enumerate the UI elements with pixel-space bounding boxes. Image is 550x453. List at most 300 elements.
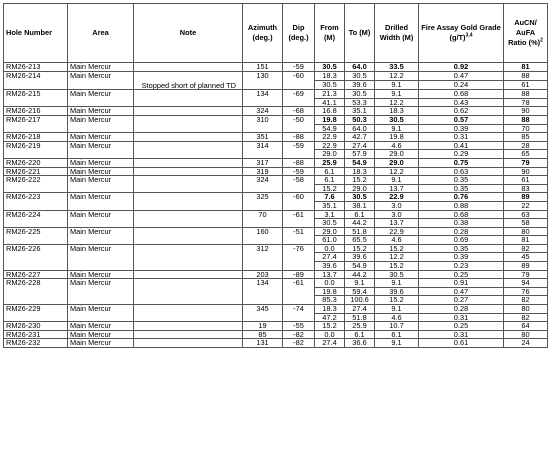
note-cell	[134, 227, 243, 244]
table-row	[4, 176, 548, 185]
gold-grade-cell: 0.43	[419, 98, 504, 107]
area-cell: Main Mercur	[68, 90, 134, 107]
to-cell: 18.3	[345, 167, 375, 176]
from-cell: 22.9	[315, 141, 345, 150]
header-row	[4, 4, 548, 63]
drilled-width-cell: 6.1	[375, 330, 419, 339]
ratio-cell: 90	[504, 107, 548, 116]
table-row	[4, 279, 548, 288]
table-row	[4, 244, 548, 253]
azimuth-cell: 151	[243, 63, 283, 72]
gold-grade-cell: 0.31	[419, 133, 504, 142]
azimuth-cell: 134	[243, 279, 283, 305]
gold-grade-cell: 0.92	[419, 63, 504, 72]
gold-grade-cell: 0.29	[419, 150, 504, 159]
ratio-cell: 22	[504, 201, 548, 210]
hole-number-cell: RM26-230	[4, 322, 68, 331]
to-cell: 9.1	[345, 279, 375, 288]
from-cell: 22.9	[315, 133, 345, 142]
dip-cell: -59	[283, 141, 315, 158]
dip-cell: -55	[283, 322, 315, 331]
to-cell: 51.8	[345, 227, 375, 236]
from-cell: 85.3	[315, 296, 345, 305]
gold-grade-cell: 0.88	[419, 201, 504, 210]
from-cell: 29.0	[315, 227, 345, 236]
header-ratio-footnote: 2	[540, 37, 543, 44]
area-cell: Main Mercur	[68, 305, 134, 322]
to-cell: 30.5	[345, 71, 375, 80]
drilled-width-cell: 12.2	[375, 71, 419, 80]
hole-number-cell: RM26-227	[4, 270, 68, 279]
from-cell: 13.7	[315, 270, 345, 279]
ratio-cell: 80	[504, 305, 548, 314]
area-cell: Main Mercur	[68, 244, 134, 270]
drilled-width-cell: 3.0	[375, 210, 419, 219]
header-gold-grade-footnote: 3,4	[465, 32, 473, 39]
hole-number-cell: RM26-228	[4, 279, 68, 305]
note-cell	[134, 90, 243, 107]
table-row	[4, 270, 548, 279]
azimuth-cell: 130	[243, 71, 283, 90]
table-row	[4, 107, 548, 116]
note-cell	[134, 244, 243, 270]
azimuth-cell: 203	[243, 270, 283, 279]
area-cell: Main Mercur	[68, 107, 134, 116]
azimuth-cell: 324	[243, 107, 283, 116]
gold-grade-cell: 0.35	[419, 244, 504, 253]
ratio-cell: 88	[504, 115, 548, 124]
to-cell: 15.2	[345, 244, 375, 253]
note-cell	[134, 270, 243, 279]
ratio-cell: 80	[504, 227, 548, 236]
header-ratio	[504, 4, 548, 63]
to-cell: 38.1	[345, 201, 375, 210]
gold-grade-cell: 0.47	[419, 287, 504, 296]
gold-grade-cell: 0.25	[419, 270, 504, 279]
gold-grade-cell: 0.76	[419, 193, 504, 202]
hole-number-cell: RM26-223	[4, 193, 68, 210]
ratio-cell: 82	[504, 313, 548, 322]
drilled-width-cell: 12.2	[375, 167, 419, 176]
dip-cell: -89	[283, 270, 315, 279]
hole-number-cell: RM26-222	[4, 176, 68, 193]
dip-cell: -61	[283, 279, 315, 305]
ratio-cell: 80	[504, 330, 548, 339]
note-cell	[134, 193, 243, 210]
azimuth-cell: 312	[243, 244, 283, 270]
drilled-width-cell: 13.7	[375, 219, 419, 228]
drilled-width-cell: 18.3	[375, 107, 419, 116]
area-cell: Main Mercur	[68, 158, 134, 167]
from-cell: 16.8	[315, 107, 345, 116]
azimuth-cell: 70	[243, 210, 283, 227]
azimuth-cell: 314	[243, 141, 283, 158]
area-cell: Main Mercur	[68, 176, 134, 193]
area-cell: Main Mercur	[68, 167, 134, 176]
dip-cell: -59	[283, 167, 315, 176]
table-row	[4, 133, 548, 142]
azimuth-cell: 319	[243, 167, 283, 176]
header-from: From (M)	[315, 4, 345, 63]
gold-grade-cell: 0.39	[419, 124, 504, 133]
table-row	[4, 339, 548, 348]
to-cell: 59.4	[345, 287, 375, 296]
ratio-cell: 79	[504, 158, 548, 167]
drilled-width-cell: 9.1	[375, 80, 419, 89]
drilled-width-cell: 13.7	[375, 184, 419, 193]
drilled-width-cell: 29.0	[375, 158, 419, 167]
from-cell: 19.8	[315, 287, 345, 296]
dip-cell: -59	[283, 63, 315, 72]
from-cell: 30.5	[315, 63, 345, 72]
gold-grade-cell: 0.28	[419, 305, 504, 314]
to-cell: 6.1	[345, 210, 375, 219]
azimuth-cell: 351	[243, 133, 283, 142]
header-hole-number: Hole Number	[4, 4, 68, 63]
assay-results-table-container	[3, 3, 547, 348]
gold-grade-cell: 0.63	[419, 167, 504, 176]
drilled-width-cell: 4.6	[375, 141, 419, 150]
drilled-width-cell: 15.2	[375, 296, 419, 305]
dip-cell: -88	[283, 158, 315, 167]
hole-number-cell: RM26-214	[4, 71, 68, 90]
drilled-width-cell: 9.1	[375, 279, 419, 288]
to-cell: 100.6	[345, 296, 375, 305]
to-cell: 36.6	[345, 339, 375, 348]
hole-number-cell: RM26-213	[4, 63, 68, 72]
table-row	[4, 141, 548, 150]
azimuth-cell: 310	[243, 115, 283, 132]
note-cell: Stopped short of planned TD	[134, 71, 243, 90]
drilled-width-cell: 3.0	[375, 201, 419, 210]
drilled-width-cell: 39.6	[375, 287, 419, 296]
ratio-cell: 81	[504, 236, 548, 245]
azimuth-cell: 19	[243, 322, 283, 331]
dip-cell: -60	[283, 71, 315, 90]
ratio-cell: 82	[504, 296, 548, 305]
area-cell: Main Mercur	[68, 193, 134, 210]
gold-grade-cell: 0.31	[419, 330, 504, 339]
ratio-cell: 76	[504, 287, 548, 296]
area-cell: Main Mercur	[68, 330, 134, 339]
azimuth-cell: 324	[243, 176, 283, 193]
from-cell: 0.0	[315, 244, 345, 253]
dip-cell: -58	[283, 176, 315, 193]
hole-number-cell: RM26-215	[4, 90, 68, 107]
note-cell	[134, 339, 243, 348]
ratio-cell: 94	[504, 279, 548, 288]
ratio-cell: 45	[504, 253, 548, 262]
from-cell: 0.0	[315, 330, 345, 339]
gold-grade-cell: 0.62	[419, 107, 504, 116]
table-row	[4, 305, 548, 314]
table-row	[4, 193, 548, 202]
header-ratio-label: AuCN/ AuFA Ratio (%)	[508, 18, 541, 47]
gold-grade-cell: 0.23	[419, 262, 504, 271]
table-row	[4, 71, 548, 80]
drilled-width-cell: 12.2	[375, 98, 419, 107]
azimuth-cell: 345	[243, 305, 283, 322]
note-cell	[134, 133, 243, 142]
ratio-cell: 58	[504, 219, 548, 228]
ratio-cell: 81	[504, 63, 548, 72]
hole-number-cell: RM26-231	[4, 330, 68, 339]
header-note: Note	[134, 4, 243, 63]
to-cell: 42.7	[345, 133, 375, 142]
table-row	[4, 227, 548, 236]
to-cell: 54.9	[345, 262, 375, 271]
from-cell: 19.8	[315, 115, 345, 124]
table-header	[4, 4, 548, 63]
from-cell: 39.6	[315, 262, 345, 271]
gold-grade-cell: 0.31	[419, 313, 504, 322]
drilled-width-cell: 9.1	[375, 305, 419, 314]
gold-grade-cell: 0.35	[419, 176, 504, 185]
to-cell: 54.9	[345, 158, 375, 167]
hole-number-cell: RM26-224	[4, 210, 68, 227]
drilled-width-cell: 30.5	[375, 270, 419, 279]
from-cell: 35.1	[315, 201, 345, 210]
header-gold-grade-label: Fire Assay Gold Grade (g/T)	[421, 23, 501, 42]
hole-number-cell: RM26-216	[4, 107, 68, 116]
drilled-width-cell: 9.1	[375, 339, 419, 348]
to-cell: 15.2	[345, 176, 375, 185]
from-cell: 0.0	[315, 279, 345, 288]
hole-number-cell: RM26-219	[4, 141, 68, 158]
ratio-cell: 64	[504, 322, 548, 331]
note-cell	[134, 305, 243, 322]
gold-grade-cell: 0.68	[419, 90, 504, 99]
dip-cell: -60	[283, 193, 315, 210]
ratio-cell: 88	[504, 90, 548, 99]
area-cell: Main Mercur	[68, 270, 134, 279]
area-cell: Main Mercur	[68, 279, 134, 305]
table-body	[4, 63, 548, 348]
header-drilled-width: Drilled Width (M)	[375, 4, 419, 63]
from-cell: 30.5	[315, 219, 345, 228]
hole-number-cell: RM26-221	[4, 167, 68, 176]
gold-grade-cell: 0.41	[419, 141, 504, 150]
gold-grade-cell: 0.24	[419, 80, 504, 89]
from-cell: 21.3	[315, 90, 345, 99]
ratio-cell: 78	[504, 98, 548, 107]
dip-cell: -51	[283, 227, 315, 244]
area-cell: Main Mercur	[68, 141, 134, 158]
ratio-cell: 85	[504, 133, 548, 142]
dip-cell: -68	[283, 107, 315, 116]
to-cell: 39.6	[345, 80, 375, 89]
dip-cell: -82	[283, 330, 315, 339]
note-cell	[134, 279, 243, 305]
drilled-width-cell: 19.8	[375, 133, 419, 142]
hole-number-cell: RM26-217	[4, 115, 68, 132]
from-cell: 6.1	[315, 167, 345, 176]
azimuth-cell: 85	[243, 330, 283, 339]
note-cell	[134, 330, 243, 339]
from-cell: 54.9	[315, 124, 345, 133]
hole-number-cell: RM26-218	[4, 133, 68, 142]
gold-grade-cell: 0.69	[419, 236, 504, 245]
to-cell: 50.3	[345, 115, 375, 124]
ratio-cell: 79	[504, 270, 548, 279]
table-row	[4, 210, 548, 219]
hole-number-cell: RM26-225	[4, 227, 68, 244]
dip-cell: -82	[283, 339, 315, 348]
to-cell: 53.3	[345, 98, 375, 107]
to-cell: 57.9	[345, 150, 375, 159]
gold-grade-cell: 0.57	[419, 115, 504, 124]
drilled-width-cell: 33.5	[375, 63, 419, 72]
hole-number-cell: RM26-220	[4, 158, 68, 167]
gold-grade-cell: 0.35	[419, 184, 504, 193]
to-cell: 65.5	[345, 236, 375, 245]
header-gold-grade	[419, 4, 504, 63]
note-cell	[134, 141, 243, 158]
ratio-cell: 24	[504, 339, 548, 348]
from-cell: 18.3	[315, 71, 345, 80]
ratio-cell: 82	[504, 244, 548, 253]
from-cell: 6.1	[315, 176, 345, 185]
header-area: Area	[68, 4, 134, 63]
to-cell: 29.0	[345, 184, 375, 193]
ratio-cell: 89	[504, 193, 548, 202]
note-cell	[134, 167, 243, 176]
dip-cell: -61	[283, 210, 315, 227]
to-cell: 27.4	[345, 141, 375, 150]
header-to: To (M)	[345, 4, 375, 63]
to-cell: 64.0	[345, 63, 375, 72]
from-cell: 41.1	[315, 98, 345, 107]
area-cell: Main Mercur	[68, 63, 134, 72]
from-cell: 27.4	[315, 339, 345, 348]
area-cell: Main Mercur	[68, 115, 134, 132]
gold-grade-cell: 0.25	[419, 322, 504, 331]
header-azimuth: Azimuth (deg.)	[243, 4, 283, 63]
to-cell: 30.5	[345, 193, 375, 202]
dip-cell: -76	[283, 244, 315, 270]
azimuth-cell: 160	[243, 227, 283, 244]
gold-grade-cell: 0.75	[419, 158, 504, 167]
gold-grade-cell: 0.61	[419, 339, 504, 348]
to-cell: 25.9	[345, 322, 375, 331]
area-cell: Main Mercur	[68, 322, 134, 331]
gold-grade-cell: 0.27	[419, 296, 504, 305]
area-cell: Main Mercur	[68, 71, 134, 90]
table-row	[4, 115, 548, 124]
drilled-width-cell: 22.9	[375, 193, 419, 202]
note-cell	[134, 322, 243, 331]
drilled-width-cell: 9.1	[375, 90, 419, 99]
from-cell: 29.0	[315, 150, 345, 159]
table-row	[4, 158, 548, 167]
ratio-cell: 83	[504, 184, 548, 193]
to-cell: 64.0	[345, 124, 375, 133]
area-cell: Main Mercur	[68, 210, 134, 227]
gold-grade-cell: 0.91	[419, 279, 504, 288]
table-row	[4, 90, 548, 99]
table-row	[4, 330, 548, 339]
ratio-cell: 63	[504, 210, 548, 219]
azimuth-cell: 131	[243, 339, 283, 348]
dip-cell: -50	[283, 115, 315, 132]
note-cell	[134, 115, 243, 132]
azimuth-cell: 134	[243, 90, 283, 107]
to-cell: 39.6	[345, 253, 375, 262]
assay-results-table	[3, 3, 548, 348]
gold-grade-cell: 0.68	[419, 210, 504, 219]
drilled-width-cell: 9.1	[375, 176, 419, 185]
drilled-width-cell: 4.6	[375, 313, 419, 322]
dip-cell: -69	[283, 90, 315, 107]
drilled-width-cell: 30.5	[375, 115, 419, 124]
ratio-cell: 88	[504, 71, 548, 80]
note-cell	[134, 107, 243, 116]
from-cell: 30.5	[315, 80, 345, 89]
area-cell: Main Mercur	[68, 339, 134, 348]
drilled-width-cell: 4.6	[375, 236, 419, 245]
to-cell: 27.4	[345, 305, 375, 314]
to-cell: 6.1	[345, 330, 375, 339]
hole-number-cell: RM26-229	[4, 305, 68, 322]
from-cell: 25.9	[315, 158, 345, 167]
drilled-width-cell: 10.7	[375, 322, 419, 331]
ratio-cell: 65	[504, 150, 548, 159]
ratio-cell: 61	[504, 80, 548, 89]
note-cell	[134, 176, 243, 193]
to-cell: 30.5	[345, 90, 375, 99]
gold-grade-cell: 0.47	[419, 71, 504, 80]
note-cell	[134, 158, 243, 167]
azimuth-cell: 325	[243, 193, 283, 210]
dip-cell: -88	[283, 133, 315, 142]
ratio-cell: 90	[504, 167, 548, 176]
hole-number-cell: RM26-232	[4, 339, 68, 348]
from-cell: 7.6	[315, 193, 345, 202]
to-cell: 44.2	[345, 270, 375, 279]
ratio-cell: 89	[504, 262, 548, 271]
from-cell: 27.4	[315, 253, 345, 262]
to-cell: 44.2	[345, 219, 375, 228]
from-cell: 18.3	[315, 305, 345, 314]
from-cell: 15.2	[315, 184, 345, 193]
header-dip: Dip (deg.)	[283, 4, 315, 63]
dip-cell: -74	[283, 305, 315, 322]
area-cell: Main Mercur	[68, 133, 134, 142]
note-cell	[134, 63, 243, 72]
gold-grade-cell: 0.38	[419, 219, 504, 228]
hole-number-cell: RM26-226	[4, 244, 68, 270]
table-row	[4, 63, 548, 72]
drilled-width-cell: 12.2	[375, 253, 419, 262]
drilled-width-cell: 29.0	[375, 150, 419, 159]
area-cell: Main Mercur	[68, 227, 134, 244]
table-row	[4, 322, 548, 331]
gold-grade-cell: 0.28	[419, 227, 504, 236]
ratio-cell: 61	[504, 176, 548, 185]
drilled-width-cell: 15.2	[375, 244, 419, 253]
azimuth-cell: 317	[243, 158, 283, 167]
from-cell: 47.2	[315, 313, 345, 322]
to-cell: 35.1	[345, 107, 375, 116]
ratio-cell: 28	[504, 141, 548, 150]
gold-grade-cell: 0.39	[419, 253, 504, 262]
from-cell: 3.1	[315, 210, 345, 219]
note-cell	[134, 210, 243, 227]
drilled-width-cell: 9.1	[375, 124, 419, 133]
from-cell: 15.2	[315, 322, 345, 331]
drilled-width-cell: 15.2	[375, 262, 419, 271]
ratio-cell: 70	[504, 124, 548, 133]
